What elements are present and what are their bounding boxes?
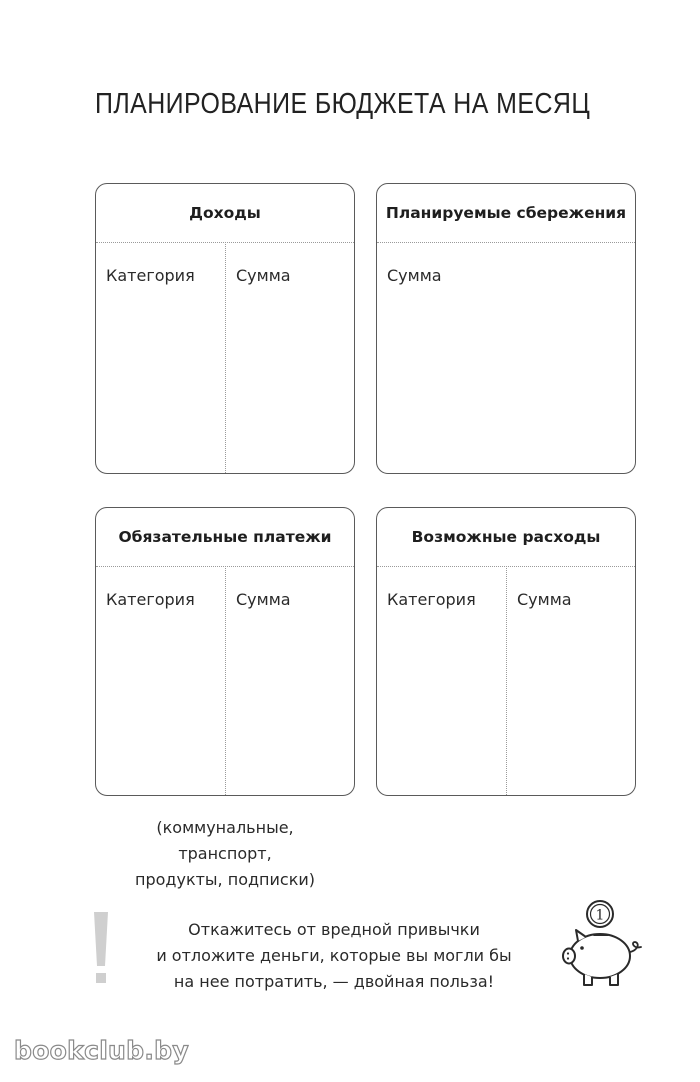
mandatory-column-divider [225, 566, 226, 795]
note-line: (коммунальные, [156, 818, 294, 837]
watermark: bookclub.by [14, 1036, 189, 1065]
income-amount-header: Сумма [236, 266, 291, 285]
tip-line: и отложите деньги, которые вы могли бы [156, 946, 512, 965]
note-line: продукты, подписки) [135, 870, 315, 889]
possible-column-divider [506, 566, 507, 795]
mandatory-payments-card [95, 507, 355, 796]
income-column-divider [225, 242, 226, 473]
mandatory-category-header: Категория [106, 590, 195, 609]
mandatory-payments-title: Обязательные платежи [118, 528, 332, 546]
page-title: ПЛАНИРОВАНИЕ БЮДЖЕТА НА МЕСЯЦ [95, 88, 591, 120]
savings-card-title: Планируемые сбережения [385, 204, 627, 222]
mandatory-amount-header: Сумма [236, 590, 291, 609]
possible-amount-header: Сумма [517, 590, 572, 609]
savings-amount-header: Сумма [387, 266, 442, 285]
note-line: транспорт, [178, 844, 272, 863]
savings-card-separator [377, 242, 635, 243]
savings-card [376, 183, 636, 474]
income-card [95, 183, 355, 474]
income-category-header: Категория [106, 266, 195, 285]
exclamation-icon [86, 910, 116, 990]
possible-expenses-title: Возможные расходы [411, 528, 601, 546]
piggy-bank-coin-icon [556, 896, 652, 996]
mandatory-payments-note [95, 815, 355, 893]
possible-expenses-card [376, 507, 636, 796]
income-card-title: Доходы [189, 204, 261, 222]
tip-line: Откажитесь от вредной привычки [188, 920, 480, 939]
coin-number: 1 [595, 907, 605, 924]
tip-line: на нее потратить, — двойная польза! [173, 972, 495, 991]
possible-category-header: Категория [387, 590, 476, 609]
tip-text [128, 917, 540, 995]
